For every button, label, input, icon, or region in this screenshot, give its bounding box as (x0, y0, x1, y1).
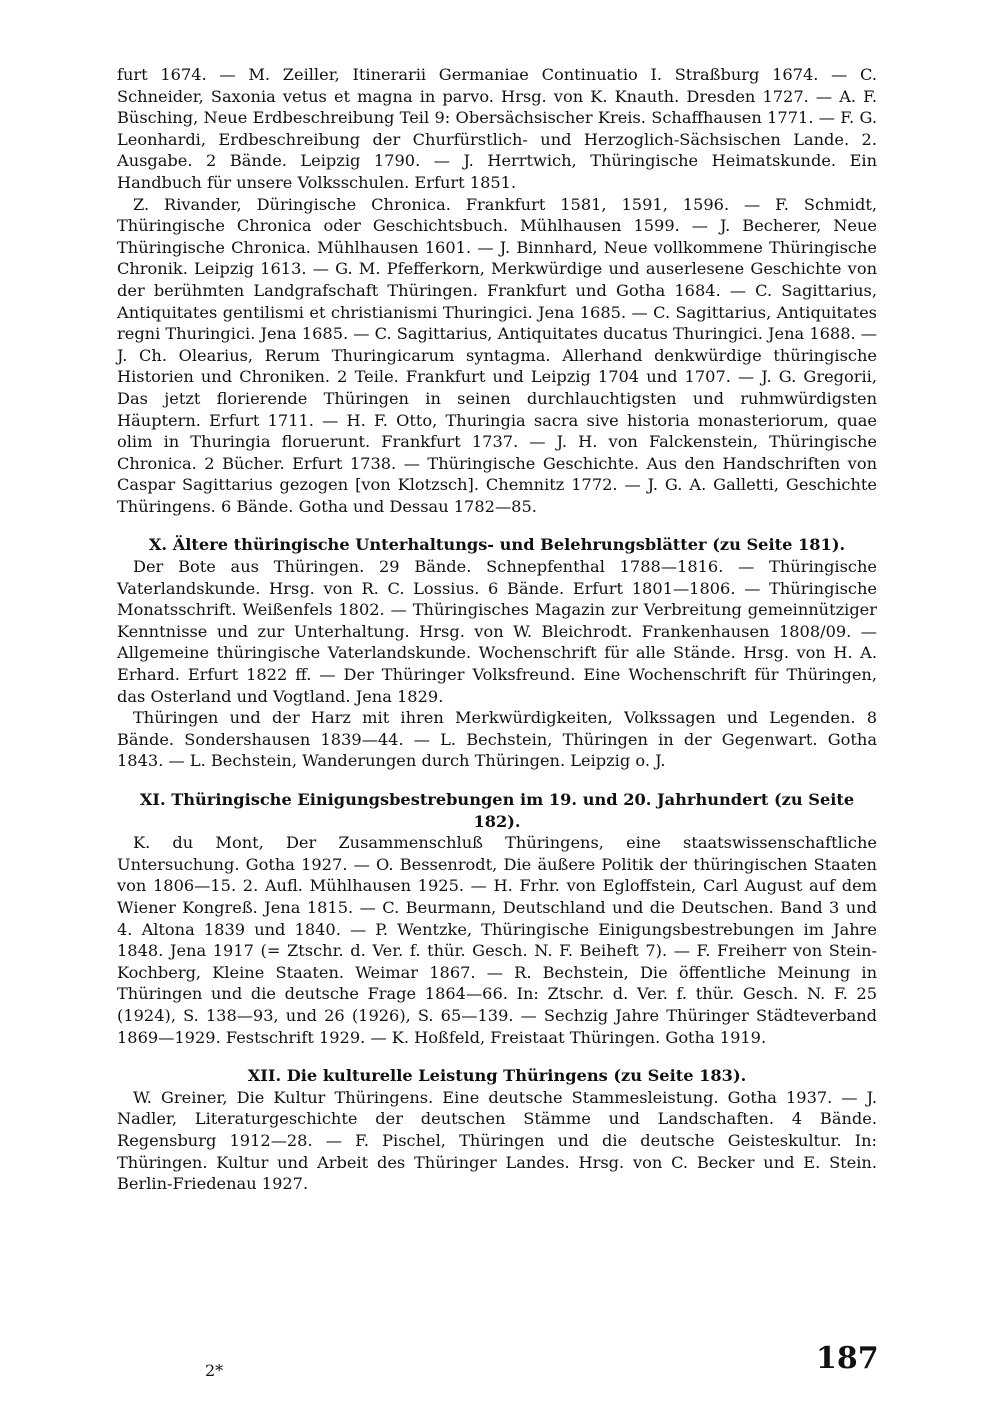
section-heading-xii: XII. Die kulturelle Leistung Thüringens (zu Seite 183). (247, 1066, 747, 1086)
bibliography-paragraph: Z. Rivander, Düringische Chronica. Frankfurt 1581, 1591, 1596. — F. Schmidt, Thüringische Chronica oder Geschichtsbuch. Mühlhausen 1599. — J. Becherer, Neue Thüringische Chronica. Mühlhausen 1601. — J. Binnhard, Neue vollkommene Thüringische Chronik. Leipzig 1613. — G. M. Pfefferkorn, Merkwürdige und auserlesene Geschichte von der berühmten Landgrafschaft Thüringen. Frankfurt und Gotha 1684. — C. Sagittarius, Antiquitates gentilismi et christianismi Thuringici. Jena 1685. — C. Sagittarius, Antiquitates regni Thuringici. Jena 1685. — C. Sagittarius, Antiquitates ducatus Thuringici. Jena 1688. — J. Ch. Olearius, Rerum Thuringicarum syntagma. Allerhand denkwürdige thüringische Historien und Chroniken. 2 Teile. Frankfurt und Leipzig 1704 und 1707. — J. G. Gregorii, Das jetzt florierende Thüringen in seinen durchlauchtigsten und ruhmwürdigsten Häuptern. Erfurt 1711. — H. F. Otto, Thuringia sacra sive historia monasteriorum, quae olim in Thuringia floruerunt. Frankfurt 1737. — J. H. von Falckenstein, Thüringische Chronica. 2 Bücher. Erfurt 1738. — Thüringische Geschichte. Aus den Handschriften von Caspar Sagittarius gezogen [von Klotzsch]. Chemnitz 1772. — J. G. A. Galletti, Geschichte Thüringens. 6 Bände. Gotha und Dessau 1782—85. (117, 194, 877, 516)
page-body (117, 64, 877, 1195)
section-heading-xi: XI. Thüringische Einigungsbestrebungen im 19. und 20. Jahrhundert (zu Seite 182). (139, 790, 855, 831)
section-heading-x: X. Ältere thüringische Unterhaltungs- und Belehrungsblätter (zu Seite 181). (148, 535, 846, 555)
section-gap (117, 772, 877, 789)
page-footer (0, 1341, 1000, 1381)
page-number: 187 (816, 1341, 879, 1376)
bibliography-paragraph: Thüringen und der Harz mit ihren Merkwürdigkeiten, Volkssagen und Legenden. 8 Bände. Sondershausen 1839—44. — L. Bechstein, Thüringen in der Gegenwart. Gotha 1843. — L. Bechstein, Wanderungen durch Thüringen. Leipzig o. J. (117, 708, 877, 771)
bibliography-paragraph: W. Greiner, Die Kultur Thüringens. Eine deutsche Stammesleistung. Gotha 1937. — J. Nadler, Literaturgeschichte der deutschen Stämme und Landschaften. 4 Bände. Regensburg 1912—28. — F. Pischel, Thüringen und die deutsche Geisteskultur. In: Thüringen. Kultur und Arbeit des Thüringer Landes. Hrsg. von C. Becker und E. Stein. Berlin-Friedenau 1927. (117, 1087, 877, 1194)
section-gap (117, 517, 877, 534)
bibliography-paragraph: K. du Mont, Der Zusammenschluß Thüringens, eine staatswissenschaftliche Untersuchung. Gotha 1927. — O. Bessenrodt, Die äußere Politik der thüringischen Staaten von 1806—15. 2. Aufl. Mühlhausen 1925. — H. Frhr. von Egloffstein, Carl August auf dem Wiener Kongreß. Jena 1815. — C. Beurmann, Deutschland und die Deutschen. Band 3 und 4. Altona 1839 und 1840. — P. Wentzke, Thüringische Einigungsbestrebungen im Jahre 1848. Jena 1917 (= Ztschr. d. Ver. f. thür. Gesch. N. F. Beiheft 7). — F. Freiherr von Stein-Kochberg, Kleine Staaten. Weimar 1867. — R. Bechstein, Die öffentliche Meinung in Thüringen und die deutsche Frage 1864—66. In: Ztschr. d. Ver. f. thür. Gesch. N. F. 25 (1924), S. 138—93, und 26 (1926), S. 65—139. — Sechzig Jahre Thüringer Städteverband 1869—1929. Festschrift 1929. — K. Hoßfeld, Freistaat Thüringen. Gotha 1919. (117, 833, 877, 1047)
bibliography-paragraph: Der Bote aus Thüringen. 29 Bände. Schnepfenthal 1788—1816. — Thüringische Vaterlandskunde. Hrsg. von R. C. Lossius. 6 Bände. Erfurt 1801—1806. — Thüringische Monatsschrift. Weißenfels 1802. — Thüringisches Magazin zur Verbreitung gemeinnütziger Kenntnisse und zur Unterhaltung. Hrsg. von W. Bleichrodt. Frankenhausen 1808/09. — Allgemeine thüringische Vaterlandskunde. Wochenschrift für alle Stände. Hrsg. von H. A. Erhard. Erfurt 1822 ff. — Der Thüringer Volksfreund. Eine Wochenschrift für Thüringen, das Osterland und Vogtland. Jena 1829. (117, 557, 877, 706)
signature-mark: 2* (205, 1361, 224, 1380)
bibliography-paragraph: furt 1674. — M. Zeiller, Itinerarii Germaniae Continuatio I. Straßburg 1674. — C. Schneider, Saxonia vetus et magna in parvo. Hrsg. von K. Knauth. Dresden 1727. — A. F. Büsching, Neue Erdbeschreibung Teil 9: Obersächsischer Kreis. Schaffhausen 1771. — F. G. Leonhardi, Erdbeschreibung der Churfürstlich- und Herzoglich-Sächsischen Lande. 2. Ausgabe. 2 Bände. Leipzig 1790. — J. Herrtwich, Thüringische Heimatskunde. Ein Handbuch für unsere Volksschulen. Erfurt 1851. (117, 65, 877, 192)
section-gap (117, 1048, 877, 1065)
